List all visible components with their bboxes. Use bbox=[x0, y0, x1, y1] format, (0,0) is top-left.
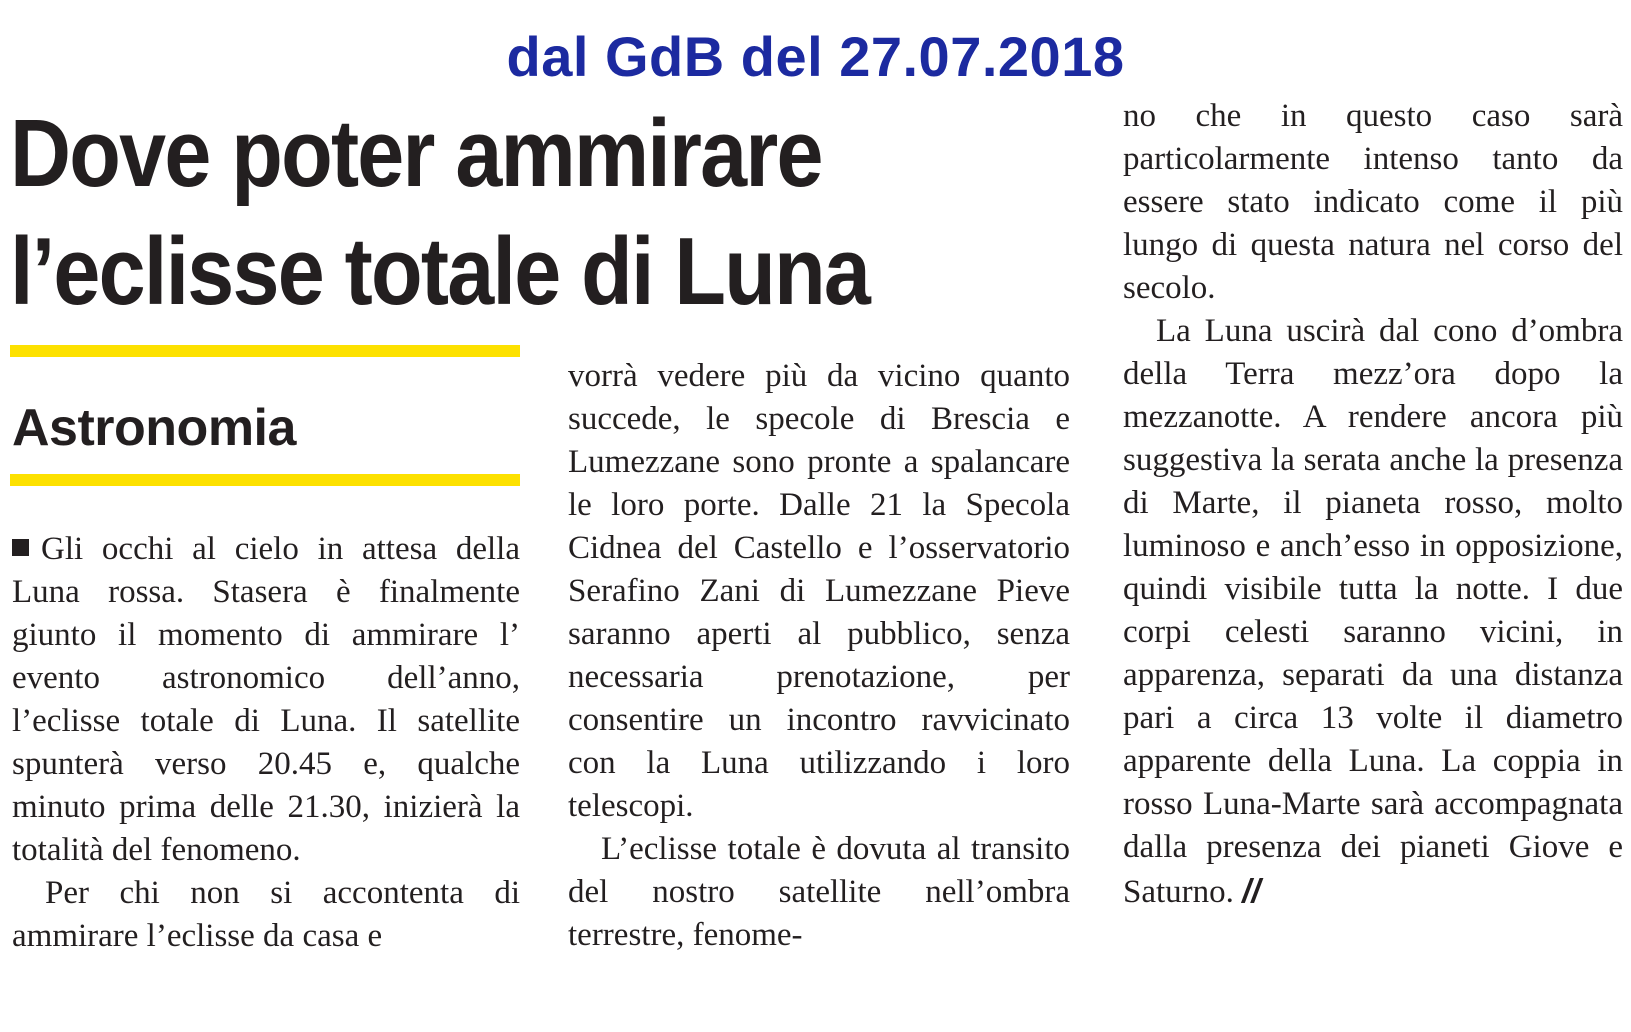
paragraph-text: La Luna uscirà dal cono d’ombra della Terra mezz’ora dopo la mezzanotte. A rendere ancora più suggestiva la serata anche la presenza di Marte, il pianeta rosso, molto luminoso e anch’esso in opposizione, quindi visibile tutta la notte. I due corpi celesti saranno vicini, in apparenza, separati da una distanza pari a circa 13 volte il diametro apparente della Luna. La coppia in rosso Luna-Marte sarà accompagnata dalla presenza dei pianeti Giove e Saturno. bbox=[1123, 313, 1623, 910]
section-label: Astronomia bbox=[12, 399, 296, 457]
end-mark: // bbox=[1242, 872, 1261, 909]
paragraph: no che in questo caso sarà particolarmente intenso tanto da essere stato indicato come il più lungo di questa natura nel corso del secolo. bbox=[1123, 98, 1623, 306]
article-headline bbox=[10, 95, 925, 331]
paragraph: Per chi non si accontenta di ammirare l’eclisse da casa e bbox=[12, 875, 520, 954]
article-column-2 bbox=[568, 355, 1070, 957]
paragraph-text: Gli occhi al cielo in attesa della Luna rossa. Stasera è finalmente giunto il momento di ammirare l’ evento astronomico dell’anno, l’eclisse totale di Luna. Il satellite spunterà verso 20.45 e, qualche minuto prima delle 21.30, inizierà la totalità del fenomeno. bbox=[12, 531, 520, 868]
section-rule-bottom bbox=[10, 474, 520, 486]
paragraph bbox=[12, 528, 520, 872]
source-line: dal GdB del 27.07.2018 bbox=[506, 25, 1125, 88]
section-rule-top bbox=[10, 345, 520, 357]
paragraph: L’eclisse totale è dovuta al transito del nostro satellite nell’ombra terrestre, fenome- bbox=[568, 831, 1070, 953]
paragraph bbox=[1123, 310, 1623, 914]
headline-line-1: Dove poter ammirare bbox=[10, 100, 822, 207]
headline-line-2: l’eclisse totale di Luna bbox=[10, 218, 870, 325]
article-column-1 bbox=[12, 528, 520, 958]
paragraph: vorrà vedere più da vicino quanto succede, le specole di Brescia e Lumezzane sono pronte a spalancare le loro porte. Dalle 21 la Specola Cidnea del Castello e l’osservatorio Serafino Zani di Lumezzane Pieve saranno aperti al pubblico, senza necessaria prenotazione, per consentire un incontro ravvicinato con la Luna utilizzando i loro telescopi. bbox=[568, 358, 1070, 824]
article-column-3 bbox=[1123, 95, 1623, 914]
bullet-square-icon bbox=[12, 539, 29, 556]
